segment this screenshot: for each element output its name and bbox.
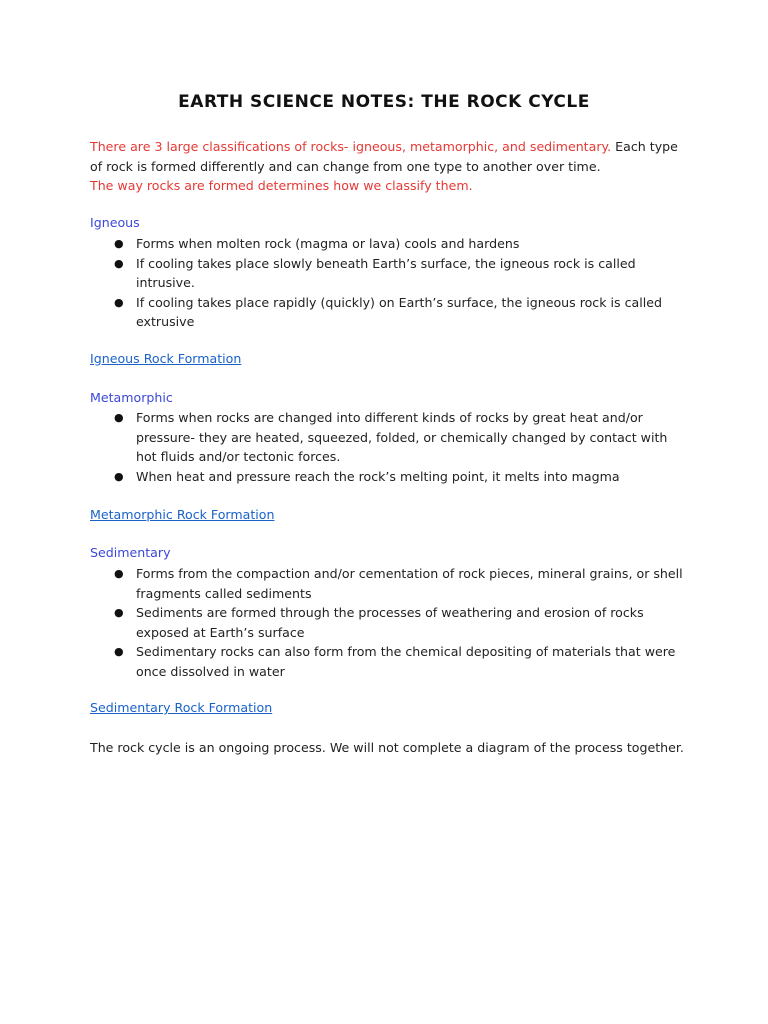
igneous-bullet-list: [90, 234, 690, 332]
igneous-rock-formation-link[interactable]: Igneous Rock Formation: [90, 351, 242, 366]
bullet-icon: ●: [114, 645, 124, 658]
bullet-icon: ●: [114, 606, 124, 619]
list-item: ● If cooling takes place slowly beneath Earth’s surface, the igneous rock is called intrusive.: [114, 255, 636, 290]
bullet-icon: ●: [114, 237, 124, 250]
intro-red-sentence-3: The way rocks are formed determines how we classify them.: [90, 178, 473, 193]
section-heading-igneous: Igneous: [90, 215, 140, 230]
intro-red-sentence-1: There are 3 large classifications of rocks- igneous, metamorphic, and sedimentary.: [90, 139, 612, 154]
metamorphic-rock-formation-link[interactable]: Metamorphic Rock Formation: [90, 507, 275, 522]
bullet-icon: ●: [114, 469, 124, 483]
bullet-icon: ●: [114, 295, 124, 309]
intro-paragraph: [90, 137, 690, 196]
list-item: ● Forms when molten rock (magma or lava) cools and hardens: [90, 234, 690, 254]
section-heading-sedimentary: Sedimentary: [90, 545, 171, 560]
list-item: ● Sediments are formed through the processes of weathering and erosion of rocks exposed at Earth’s surface: [114, 605, 644, 640]
bullet-icon: ●: [114, 256, 124, 270]
list-item: ● When heat and pressure reach the rock’s melting point, it melts into magma: [90, 467, 690, 487]
page-title: EARTH SCIENCE NOTES: THE ROCK CYCLE: [178, 92, 590, 112]
list-item: ● Forms when rocks are changed into different kinds of rocks by great heat and/or pressure- they are heated, squeezed, folded, or chemically changed by contact with hot fluids and/or tectonic forces.: [114, 410, 668, 464]
list-item: ● Forms from the compaction and/or cementation of rock pieces, mineral grains, or shell fragments called sediments: [114, 566, 683, 601]
bullet-icon: ●: [114, 567, 124, 580]
list-item: ● Sedimentary rocks can also form from the chemical depositing of materials that were once dissolved in water: [114, 644, 676, 679]
sedimentary-bullet-list: [90, 564, 690, 681]
intro-sentence-2: Each type of rock is formed differently and can change from one type to another over time.: [90, 139, 678, 174]
section-heading-metamorphic: Metamorphic: [90, 390, 173, 405]
list-item: ● If cooling takes place rapidly (quickly) on Earth’s surface, the igneous rock is called extrusive: [114, 294, 662, 329]
sedimentary-rock-formation-link[interactable]: Sedimentary Rock Formation: [90, 700, 273, 715]
bullet-icon: ●: [114, 411, 124, 424]
closing-paragraph: The rock cycle is an ongoing process. We will not complete a diagram of the process together.: [90, 740, 684, 755]
metamorphic-bullet-list: [90, 408, 690, 486]
